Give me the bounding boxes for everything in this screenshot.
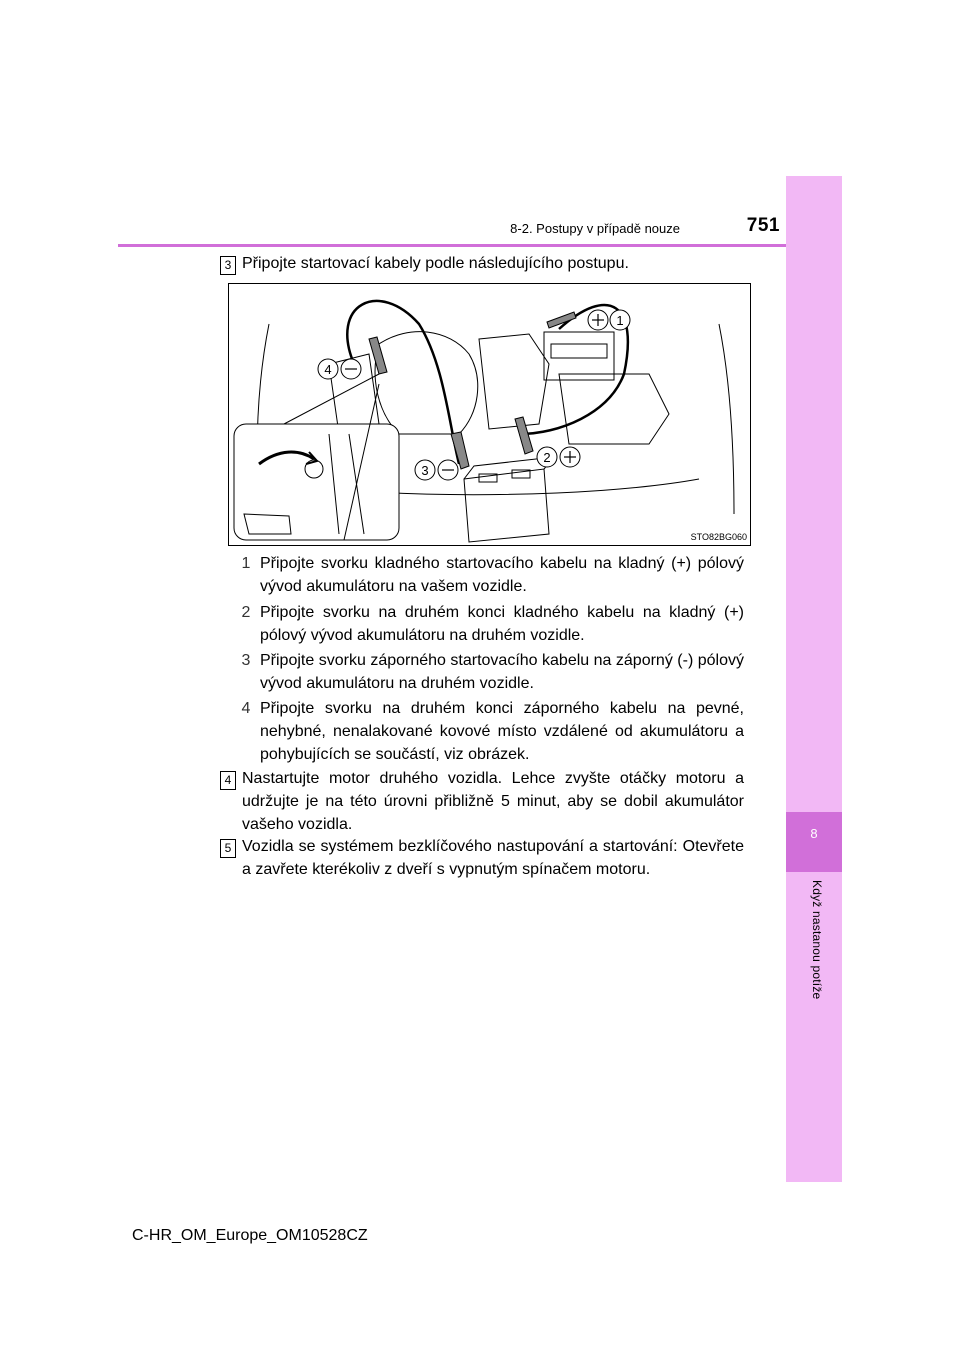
figure-label-1: 1	[616, 313, 624, 328]
substep-number: 3	[241, 652, 251, 669]
substep-text: Připojte svorku na druhém konci záporného kabelu na pevné, nehybné, nenalakované kovové místo vzdálené od akumulátoru a pohybujících se součástí, viz obrázek.	[260, 700, 744, 763]
substep-text: Připojte svorku kladného startovacího kabelu na kladný (+) pólový vývod akumulátoru na vašem vozidle.	[260, 555, 744, 595]
step-text: Připojte startovací kabely podle následujícího postupu.	[242, 255, 629, 272]
chapter-number: 8	[810, 826, 818, 841]
step-number-box: 4	[220, 771, 236, 790]
step-text: Vozidla se systémem bezklíčového nastupování a startování: Otevřete a zavřete kterékoliv z dveří s vypnutým spínačem motoru.	[242, 838, 744, 878]
step-number-box: 3	[220, 256, 236, 275]
section-title: 8-2. Postupy v případě nouze	[510, 221, 680, 236]
substep-text: Připojte svorku záporného startovacího kabelu na záporný (-) pólový vývod akumulátoru na druhém vozidle.	[260, 652, 744, 692]
substep-number: 1	[241, 555, 251, 572]
header-divider	[118, 244, 786, 247]
step-number-box: 5	[220, 839, 236, 858]
figure-label-2: 2	[543, 450, 551, 465]
figure-label-4: 4	[324, 362, 332, 377]
document-code-footer: C-HR_OM_Europe_OM10528CZ	[132, 1227, 368, 1244]
substep-number: 4	[241, 700, 251, 717]
figure-code: STO82BG060	[690, 532, 747, 542]
page-number: 751	[746, 215, 780, 236]
substep-text: Připojte svorku na druhém konci kladného kabelu na kladný (+) pólový vývod akumulátoru na druhém vozidle.	[260, 604, 744, 644]
jump-start-illustration	[228, 283, 751, 546]
engine-bay-drawing	[229, 284, 750, 545]
chapter-side-tab-highlight	[786, 812, 842, 872]
step-text: Nastartujte motor druhého vozidla. Lehce zvyšte otáčky motoru a udržujte je na této úrovni přibližně 5 minut, aby se dobil akumulátor vašeho vozidla.	[242, 770, 744, 833]
chapter-title: Když nastanou potíže	[810, 880, 824, 1000]
substep-number: 2	[241, 604, 251, 621]
figure-label-3: 3	[421, 463, 429, 478]
